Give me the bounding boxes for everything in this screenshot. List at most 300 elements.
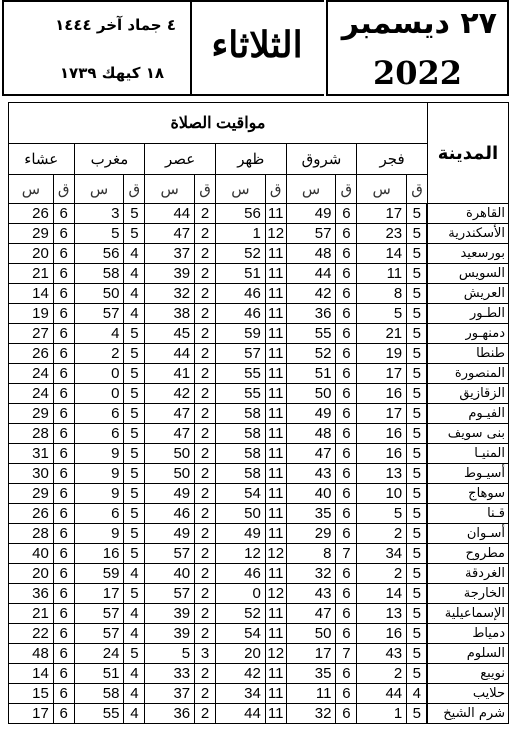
minutes-cell: 43: [286, 464, 336, 484]
hours-cell: 2: [195, 424, 216, 444]
minutes-cell: 42: [215, 664, 265, 684]
hours-cell: 2: [195, 524, 216, 544]
hours-cell: 5: [407, 364, 428, 384]
hours-cell: 11: [265, 304, 286, 324]
minutes-cell: 3: [74, 204, 124, 224]
hours-cell: 6: [53, 584, 74, 604]
minutes-cell: 46: [215, 304, 265, 324]
hours-cell: 6: [53, 504, 74, 524]
minutes-cell: 33: [145, 664, 195, 684]
hours-cell: 11: [265, 664, 286, 684]
hours-cell: 4: [124, 284, 145, 304]
minutes-cell: 17: [357, 364, 407, 384]
prayer-header-3: عصر: [145, 144, 216, 175]
minutes-cell: 2: [74, 344, 124, 364]
hours-cell: 11: [265, 444, 286, 464]
hours-cell: 5: [124, 384, 145, 404]
minutes-cell: 36: [145, 704, 195, 724]
hours-cell: 7: [336, 544, 357, 564]
minutes-cell: 54: [215, 484, 265, 504]
minutes-cell: 5: [357, 304, 407, 324]
minutes-cell: 26: [9, 504, 54, 524]
weekday-box: [190, 0, 324, 96]
hours-cell: 6: [336, 364, 357, 384]
table-row: [9, 264, 509, 284]
minutes-cell: 57: [215, 344, 265, 364]
minutes-cell: 59: [74, 564, 124, 584]
minutes-cell: 28: [9, 524, 54, 544]
minutes-cell: 36: [9, 584, 54, 604]
city-header-label: المدينة: [437, 142, 499, 164]
hours-cell: 11: [265, 324, 286, 344]
minutes-cell: 49: [145, 484, 195, 504]
minutes-cell: 39: [145, 264, 195, 284]
hours-cell: 5: [407, 224, 428, 244]
minutes-cell: 16: [357, 444, 407, 464]
prayer-header-4: مغرب: [74, 144, 145, 175]
city-name: شرم الشيخ: [427, 704, 508, 724]
minutes-cell: 52: [286, 344, 336, 364]
hour-unit-label: س: [9, 175, 54, 204]
minutes-cell: 58: [74, 684, 124, 704]
hours-cell: 5: [407, 624, 428, 644]
table-row: [9, 584, 509, 604]
table-row: [9, 304, 509, 324]
table-row: [9, 344, 509, 364]
city-name: أسـوان: [427, 524, 508, 544]
minutes-cell: 8: [286, 544, 336, 564]
minutes-cell: 4: [74, 324, 124, 344]
minutes-cell: 8: [357, 284, 407, 304]
table-row: [9, 364, 509, 384]
table-row: [9, 464, 509, 484]
hours-cell: 5: [407, 284, 428, 304]
minutes-cell: 12: [215, 544, 265, 564]
hours-cell: 4: [124, 664, 145, 684]
hours-cell: 5: [407, 444, 428, 464]
hours-cell: 6: [53, 204, 74, 224]
hours-cell: 11: [265, 704, 286, 724]
hours-cell: 11: [265, 504, 286, 524]
minutes-cell: 5: [357, 504, 407, 524]
minutes-cell: 26: [9, 344, 54, 364]
hours-cell: 5: [407, 544, 428, 564]
minutes-cell: 10: [357, 484, 407, 504]
hours-cell: 5: [124, 404, 145, 424]
minutes-cell: 32: [286, 564, 336, 584]
minutes-cell: 29: [9, 224, 54, 244]
hours-cell: 4: [124, 304, 145, 324]
minutes-cell: 29: [286, 524, 336, 544]
minutes-cell: 55: [74, 704, 124, 724]
table-row: [9, 644, 509, 664]
table-row: [9, 324, 509, 344]
minutes-cell: 54: [215, 624, 265, 644]
minutes-cell: 58: [74, 264, 124, 284]
hours-cell: 2: [195, 284, 216, 304]
hours-cell: 2: [195, 264, 216, 284]
hours-cell: 11: [265, 284, 286, 304]
hours-cell: 11: [265, 404, 286, 424]
minutes-cell: 5: [145, 644, 195, 664]
minutes-cell: 48: [286, 424, 336, 444]
hours-cell: 5: [124, 504, 145, 524]
hours-cell: 6: [336, 524, 357, 544]
table-row: [9, 684, 509, 704]
minutes-cell: 1: [215, 224, 265, 244]
hours-cell: 6: [336, 704, 357, 724]
hours-cell: 2: [195, 564, 216, 584]
minutes-cell: 47: [145, 224, 195, 244]
table-row: [9, 524, 509, 544]
table-row: [9, 704, 509, 724]
hours-cell: 4: [124, 624, 145, 644]
table-row: [9, 664, 509, 684]
city-name: الزقازيق: [427, 384, 508, 404]
hours-cell: 4: [407, 684, 428, 704]
minutes-cell: 44: [215, 704, 265, 724]
hours-cell: 5: [407, 704, 428, 724]
minutes-cell: 11: [357, 264, 407, 284]
hours-cell: 5: [407, 484, 428, 504]
hours-cell: 6: [53, 484, 74, 504]
hours-cell: 6: [53, 524, 74, 544]
hours-cell: 5: [124, 424, 145, 444]
city-name: مطروح: [427, 544, 508, 564]
minutes-cell: 2: [357, 664, 407, 684]
hours-cell: 11: [265, 464, 286, 484]
hours-cell: 7: [336, 644, 357, 664]
minutes-cell: 14: [357, 244, 407, 264]
minutes-cell: 29: [9, 404, 54, 424]
hours-cell: 11: [265, 424, 286, 444]
city-name: الإسماعيلية: [427, 604, 508, 624]
minutes-cell: 21: [9, 264, 54, 284]
city-name: الخارجة: [427, 584, 508, 604]
minutes-cell: 9: [74, 464, 124, 484]
hours-cell: 11: [265, 564, 286, 584]
hours-cell: 4: [124, 704, 145, 724]
city-name: سوهاج: [427, 484, 508, 504]
minutes-cell: 44: [286, 264, 336, 284]
minutes-cell: 55: [215, 364, 265, 384]
minutes-cell: 29: [9, 484, 54, 504]
minutes-cell: 21: [357, 324, 407, 344]
minutes-cell: 9: [74, 484, 124, 504]
minutes-cell: 50: [286, 384, 336, 404]
minutes-cell: 40: [145, 564, 195, 584]
coptic-date: ١٨ كيهك ١٧٣٩: [59, 64, 164, 82]
city-name: الأسكندرية: [427, 224, 508, 244]
minutes-cell: 17: [9, 704, 54, 724]
minutes-cell: 17: [74, 584, 124, 604]
hours-cell: 6: [53, 324, 74, 344]
hours-cell: 6: [336, 664, 357, 684]
city-name: دمنهـور: [427, 324, 508, 344]
minutes-cell: 39: [145, 624, 195, 644]
hours-cell: 6: [53, 404, 74, 424]
minutes-cell: 6: [74, 404, 124, 424]
table-title-cell: [9, 103, 428, 144]
minutes-cell: 15: [9, 684, 54, 704]
minutes-cell: 47: [145, 404, 195, 424]
hours-cell: 6: [336, 224, 357, 244]
minutes-cell: 45: [145, 324, 195, 344]
minutes-cell: 40: [286, 484, 336, 504]
minutes-cell: 46: [145, 504, 195, 524]
hours-cell: 11: [265, 604, 286, 624]
minutes-cell: 47: [286, 444, 336, 464]
hours-cell: 4: [124, 244, 145, 264]
city-name: المنيـا: [427, 444, 508, 464]
minutes-cell: 57: [74, 604, 124, 624]
minutes-cell: 50: [145, 444, 195, 464]
hours-cell: 5: [124, 464, 145, 484]
minutes-cell: 41: [145, 364, 195, 384]
city-name: العريش: [427, 284, 508, 304]
minutes-cell: 17: [357, 404, 407, 424]
minutes-cell: 57: [145, 584, 195, 604]
hours-cell: 6: [336, 464, 357, 484]
hijri-coptic-box: [2, 0, 192, 96]
hours-cell: 5: [407, 324, 428, 344]
hours-cell: 6: [53, 224, 74, 244]
table-row: [9, 564, 509, 584]
minutes-cell: 39: [145, 604, 195, 624]
minutes-cell: 32: [145, 284, 195, 304]
minutes-cell: 57: [286, 224, 336, 244]
hours-cell: 5: [124, 364, 145, 384]
hours-cell: 2: [195, 244, 216, 264]
city-name: أسيـوط: [427, 464, 508, 484]
city-name: طنطا: [427, 344, 508, 364]
hours-cell: 5: [407, 344, 428, 364]
hours-cell: 6: [336, 284, 357, 304]
hours-cell: 6: [336, 304, 357, 324]
hours-cell: 5: [124, 224, 145, 244]
city-name: بورسعيد: [427, 244, 508, 264]
minutes-cell: 16: [357, 384, 407, 404]
minutes-cell: 40: [9, 544, 54, 564]
hours-cell: 5: [407, 384, 428, 404]
minutes-cell: 52: [215, 604, 265, 624]
city-name: بنى سويف: [427, 424, 508, 444]
minutes-cell: 6: [74, 504, 124, 524]
minutes-cell: 49: [145, 524, 195, 544]
hours-cell: 11: [265, 204, 286, 224]
hours-cell: 12: [265, 644, 286, 664]
minutes-cell: 14: [9, 664, 54, 684]
minutes-cell: 50: [286, 624, 336, 644]
hours-cell: 11: [265, 344, 286, 364]
gregorian-day-month: ٢٧ ديسمبر: [341, 6, 497, 41]
hours-cell: 5: [407, 644, 428, 664]
gregorian-date-box: [326, 0, 509, 96]
hours-cell: 6: [336, 424, 357, 444]
minutes-cell: 14: [9, 284, 54, 304]
minutes-cell: 49: [215, 524, 265, 544]
hours-cell: 6: [53, 644, 74, 664]
minutes-cell: 26: [9, 204, 54, 224]
hour-unit-label: س: [145, 175, 195, 204]
city-name: الفيـوم: [427, 404, 508, 424]
city-name: الغردقة: [427, 564, 508, 584]
minutes-cell: 43: [357, 644, 407, 664]
minutes-cell: 13: [357, 464, 407, 484]
minutes-cell: 13: [357, 604, 407, 624]
minutes-cell: 57: [74, 304, 124, 324]
hours-cell: 4: [124, 564, 145, 584]
minutes-cell: 49: [286, 204, 336, 224]
table-row: [9, 504, 509, 524]
hours-cell: 5: [407, 584, 428, 604]
minutes-cell: 38: [145, 304, 195, 324]
minutes-cell: 47: [286, 604, 336, 624]
hours-cell: 2: [195, 324, 216, 344]
prayer-header-2: ظهر: [215, 144, 286, 175]
hours-cell: 2: [195, 604, 216, 624]
city-name: دمياط: [427, 624, 508, 644]
table-row: [9, 224, 509, 244]
table-row: [9, 384, 509, 404]
minutes-cell: 55: [286, 324, 336, 344]
city-column-header: [427, 103, 508, 204]
hours-cell: 11: [265, 384, 286, 404]
minutes-cell: 35: [286, 664, 336, 684]
prayer-header-0: فجر: [357, 144, 428, 175]
minutes-cell: 16: [357, 424, 407, 444]
minutes-cell: 2: [357, 524, 407, 544]
minutes-cell: 50: [74, 284, 124, 304]
city-name: المنصورة: [427, 364, 508, 384]
hours-cell: 6: [336, 584, 357, 604]
minutes-cell: 11: [286, 684, 336, 704]
minutes-cell: 34: [357, 544, 407, 564]
hours-cell: 2: [195, 204, 216, 224]
table-row: [9, 244, 509, 264]
hours-cell: 2: [195, 484, 216, 504]
hour-unit-label: س: [74, 175, 124, 204]
table-row: [9, 404, 509, 424]
hours-cell: 6: [53, 344, 74, 364]
hours-cell: 5: [407, 264, 428, 284]
hours-cell: 5: [407, 564, 428, 584]
minutes-cell: 57: [145, 544, 195, 564]
hours-cell: 6: [53, 364, 74, 384]
minutes-cell: 28: [9, 424, 54, 444]
minutes-cell: 58: [215, 404, 265, 424]
minutes-cell: 0: [74, 364, 124, 384]
hours-cell: 6: [53, 704, 74, 724]
minutes-cell: 30: [9, 464, 54, 484]
table-row: [9, 604, 509, 624]
minutes-cell: 51: [74, 664, 124, 684]
hours-cell: 4: [124, 264, 145, 284]
hours-cell: 6: [336, 324, 357, 344]
hours-cell: 6: [53, 684, 74, 704]
table-row: [9, 624, 509, 644]
hours-cell: 11: [265, 624, 286, 644]
hours-cell: 11: [265, 264, 286, 284]
minutes-cell: 44: [357, 684, 407, 704]
hours-cell: 5: [124, 204, 145, 224]
hours-cell: 6: [336, 344, 357, 364]
hours-cell: 5: [124, 584, 145, 604]
hours-cell: 11: [265, 524, 286, 544]
minutes-cell: 9: [74, 444, 124, 464]
minutes-cell: 32: [286, 704, 336, 724]
hours-cell: 5: [407, 664, 428, 684]
minutes-cell: 9: [74, 524, 124, 544]
hours-cell: 6: [53, 564, 74, 584]
hours-cell: 5: [124, 544, 145, 564]
minutes-cell: 37: [145, 684, 195, 704]
minutes-cell: 5: [74, 224, 124, 244]
minutes-cell: 20: [9, 244, 54, 264]
hours-cell: 2: [195, 544, 216, 564]
minute-unit-label: ق: [195, 175, 216, 204]
hours-cell: 6: [336, 624, 357, 644]
minutes-cell: 58: [215, 424, 265, 444]
hours-cell: 11: [265, 484, 286, 504]
minutes-cell: 56: [215, 204, 265, 224]
hours-cell: 6: [336, 504, 357, 524]
minutes-cell: 19: [357, 344, 407, 364]
prayer-header-5: عشاء: [9, 144, 75, 175]
minutes-cell: 50: [145, 464, 195, 484]
hours-cell: 5: [407, 204, 428, 224]
minutes-cell: 51: [286, 364, 336, 384]
minutes-cell: 44: [145, 204, 195, 224]
minutes-cell: 0: [74, 384, 124, 404]
city-name: الطـور: [427, 304, 508, 324]
table-row: [9, 284, 509, 304]
hours-cell: 2: [195, 624, 216, 644]
hours-cell: 11: [265, 364, 286, 384]
minutes-cell: 2: [357, 564, 407, 584]
minutes-cell: 43: [286, 584, 336, 604]
minute-unit-label: ق: [336, 175, 357, 204]
minutes-cell: 48: [286, 244, 336, 264]
hours-cell: 2: [195, 344, 216, 364]
minutes-cell: 48: [9, 644, 54, 664]
hours-cell: 6: [53, 284, 74, 304]
hours-cell: 2: [195, 684, 216, 704]
minutes-cell: 46: [215, 564, 265, 584]
hours-cell: 6: [336, 384, 357, 404]
hours-cell: 2: [195, 224, 216, 244]
hours-cell: 6: [53, 464, 74, 484]
prayer-times-table: [8, 102, 509, 724]
hours-cell: 2: [195, 404, 216, 424]
hours-cell: 5: [124, 324, 145, 344]
city-name: نويبع: [427, 664, 508, 684]
minutes-cell: 36: [286, 304, 336, 324]
minutes-cell: 42: [145, 384, 195, 404]
minutes-cell: 24: [9, 364, 54, 384]
weekday-name: الثلاثاء: [211, 24, 303, 66]
table-row: [9, 444, 509, 464]
hour-unit-label: س: [215, 175, 265, 204]
hijri-date: ٤ جماد آخر ١٤٤٤: [55, 16, 176, 34]
hour-unit-label: س: [286, 175, 336, 204]
minutes-cell: 16: [74, 544, 124, 564]
city-name: قـنا: [427, 504, 508, 524]
minutes-cell: 47: [145, 424, 195, 444]
minute-unit-label: ق: [53, 175, 74, 204]
hours-cell: 6: [53, 304, 74, 324]
hours-cell: 6: [336, 564, 357, 584]
